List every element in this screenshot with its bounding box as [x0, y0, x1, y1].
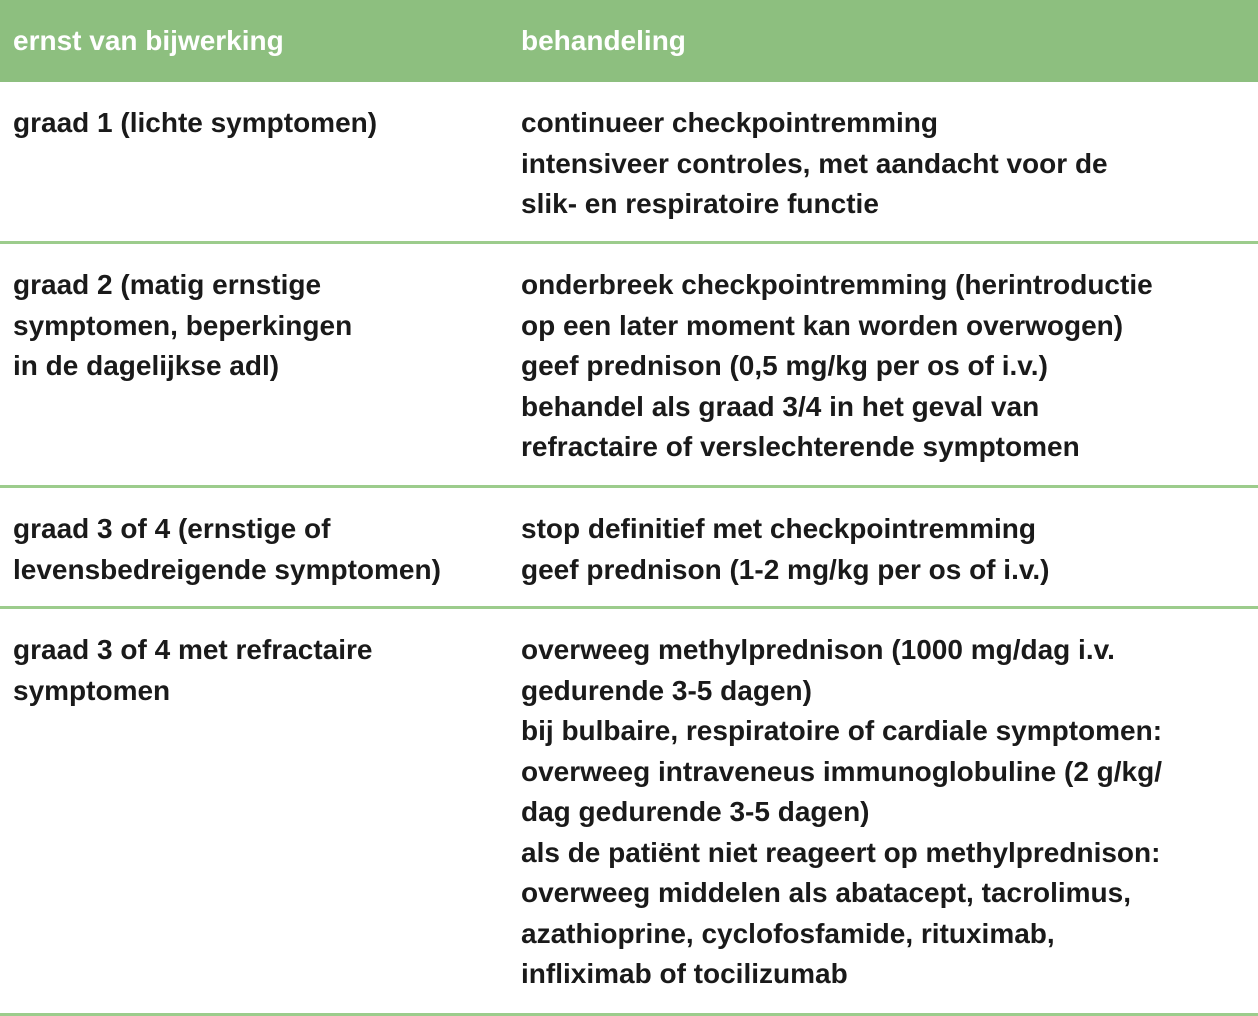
table-row: [0, 488, 1258, 609]
header-treatment: behandeling: [521, 25, 686, 56]
table-row: [0, 82, 1258, 244]
severity-cell: graad 3 of 4 met refractaire symptomen: [13, 634, 373, 706]
treatment-cell: onderbreek checkpointremming (herintroductie op een later moment kan worden overwogen) geef prednison (0,5 mg/kg per os of i.v.) behandel als graad 3/4 in het geval van refractaire of verslechterende symptomen: [521, 269, 1153, 462]
table-row: [0, 244, 1258, 488]
severity-cell: graad 2 (matig ernstige symptomen, beperkingen in de dagelijkse adl): [13, 269, 353, 381]
severity-cell: graad 1 (lichte symptomen): [13, 107, 378, 138]
severity-cell: graad 3 of 4 (ernstige of levensbedreigende symptomen): [13, 513, 441, 585]
table-row: [0, 609, 1258, 1016]
treatment-cell: continueer checkpointremming intensiveer controles, met aandacht voor de slik- en respiratoire functie: [521, 107, 1108, 219]
treatment-cell: overweeg methylprednison (1000 mg/dag i.v. gedurende 3-5 dagen) bij bulbaire, respiratoire of cardiale symptomen: overweeg intraveneus immunoglobuline (2 g/kg/ dag gedurende 3-5 dagen) als de patiënt niet reageert op methylprednison: overweeg middelen als abatacept, tacrolimus, azathioprine, cyclofosfamide, rituximab, infliximab of tocilizumab: [521, 634, 1163, 989]
table-header: [0, 0, 1258, 82]
treatment-cell: stop definitief met checkpointremming geef prednison (1-2 mg/kg per os of i.v.): [521, 513, 1050, 585]
header-severity: ernst van bijwerking: [13, 25, 284, 56]
